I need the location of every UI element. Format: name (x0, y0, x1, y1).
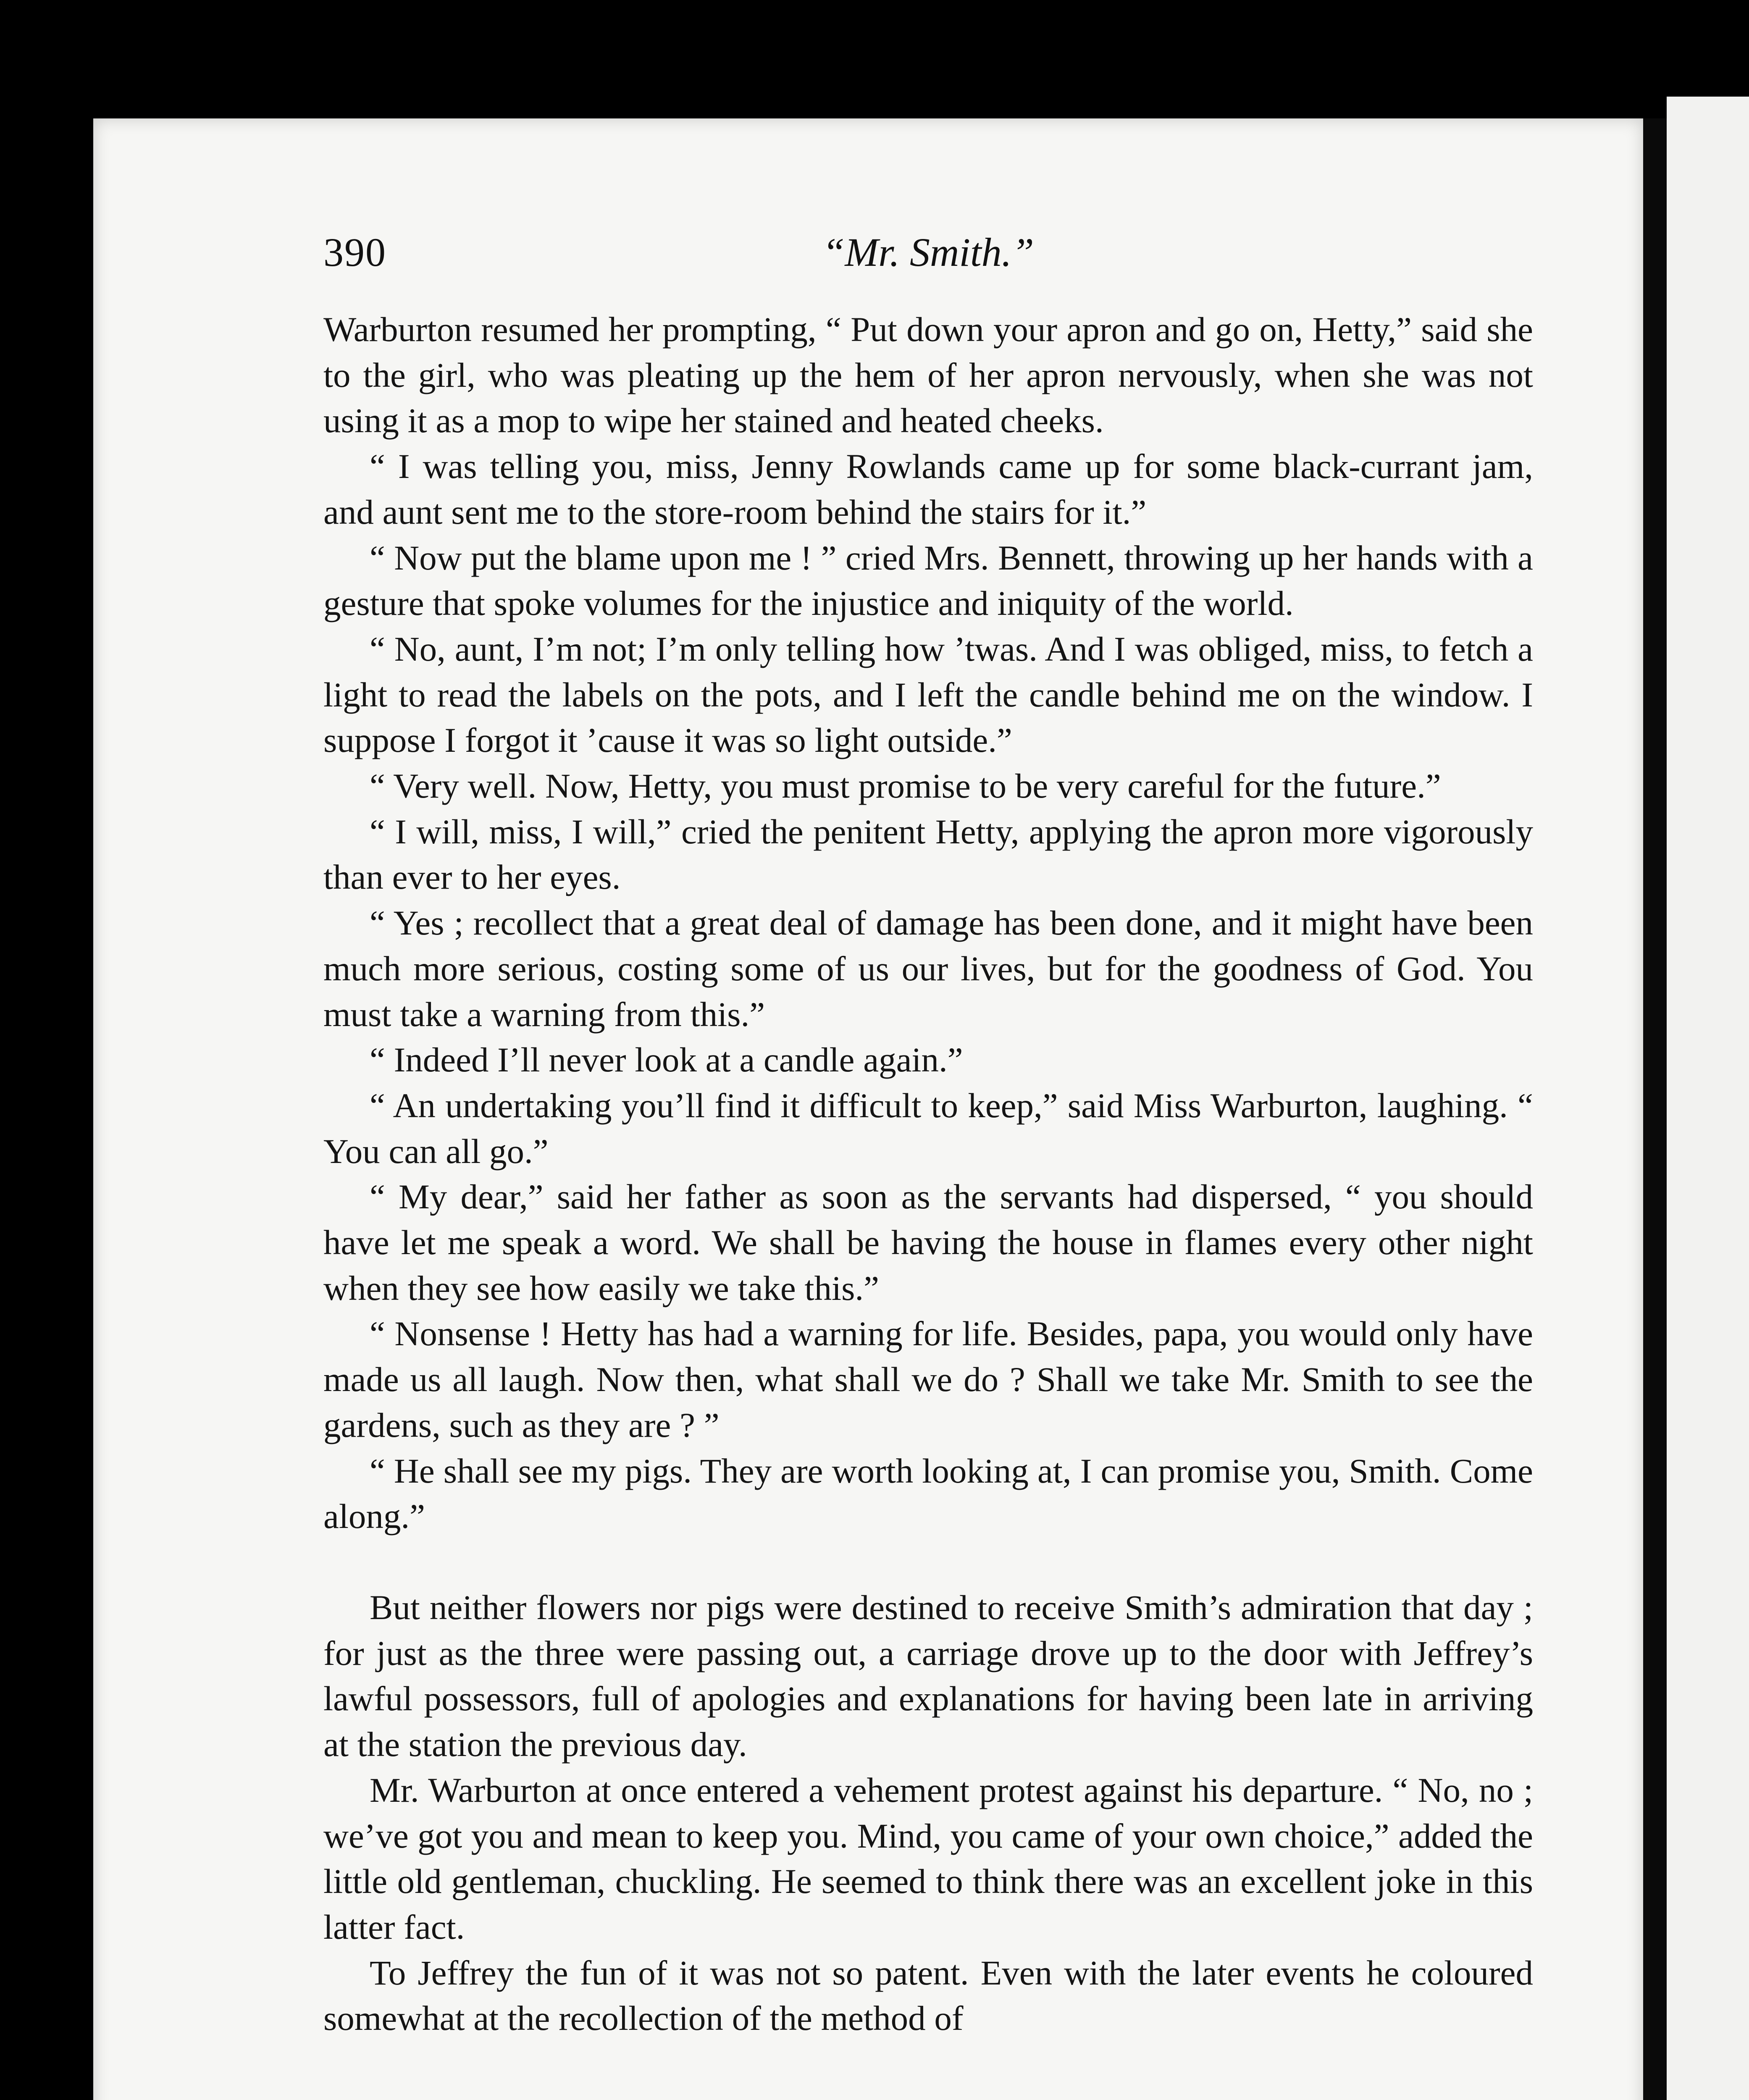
page-gutter (1643, 118, 1667, 2100)
facing-page-edge (1667, 97, 1749, 2100)
paragraph: To Jeffrey the fun of it was not so patent. Even with the later events he coloured somewhat at the recollection of the method of (323, 1953, 1533, 2038)
paragraph: “ No, aunt, I’m not; I’m only telling how ’twas. And I was obliged, miss, to fetch a light to read the labels on the pots, and I left the candle behind me on the window. I suppose I forgot it ’cause it was so light outside.” (323, 629, 1533, 760)
paragraph: Warburton resumed her prompting, “ Put down your apron and go on, Hetty,” said she to the girl, who was pleating up the hem of her apron nervously, when she was not using it as a mop to wipe her stained and heated cheeks. (323, 310, 1533, 440)
page-header (323, 229, 1533, 279)
paragraph: “ I will, miss, I will,” cried the penitent Hetty, applying the apron more vigorously than ever to her eyes. (323, 812, 1533, 897)
paragraph: But neither flowers nor pigs were destined to receive Smith’s admiration that day ; for just as the three were passing out, a carriage drove up to the door with Jeffrey’s lawful possessors, full of apologies and explanations for having been late in arriving at the station the previous day. (323, 1588, 1533, 1764)
paragraph: “ Nonsense ! Hetty has had a warning for life. Besides, papa, you would only have made us all laugh. Now then, what shall we do ? Shall we take Mr. Smith to see the gardens, such as they are ? ” (323, 1314, 1533, 1444)
paragraph: “ An undertaking you’ll find it difficult to keep,” said Miss Warburton, laughing. “ You can all go.” (323, 1086, 1533, 1171)
paragraph: “ Indeed I’ll never look at a candle again.” (370, 1040, 963, 1079)
paragraph: “ He shall see my pigs. They are worth looking at, I can promise you, Smith. Come along.” (323, 1451, 1533, 1536)
body-text (323, 307, 1533, 2041)
paragraph: “ My dear,” said her father as soon as the servants had dispersed, “ you should have let me speak a word. We shall be having the house in flames every other night when they see how easily we take this.” (323, 1177, 1533, 1307)
running-title: “Mr. Smith.” (822, 230, 1035, 275)
paragraph: “ Now put the blame upon me ! ” cried Mrs. Bennett, throwing up her hands with a gesture that spoke volumes for the injustice and iniquity of the world. (323, 538, 1533, 623)
paragraph: Mr. Warburton at once entered a vehement protest against his departure. “ No, no ; we’ve got you and mean to keep you. Mind, you came of your own choice,” added the little old gentleman, chuckling. He seemed to think there was an excellent joke in this latter fact. (323, 1770, 1533, 1946)
page-number: 390 (323, 230, 386, 275)
paragraph: “ Yes ; recollect that a great deal of damage has been done, and it might have been much more serious, costing some of us our lives, but for the goodness of God. You must take a warning from this.” (323, 903, 1533, 1034)
paragraph: “ I was telling you, miss, Jenny Rowlands came up for some black-currant jam, and aunt sent me to the store-room behind the stairs for it.” (323, 447, 1533, 531)
paragraph: “ Very well. Now, Hetty, you must promise to be very careful for the future.” (370, 766, 1441, 806)
